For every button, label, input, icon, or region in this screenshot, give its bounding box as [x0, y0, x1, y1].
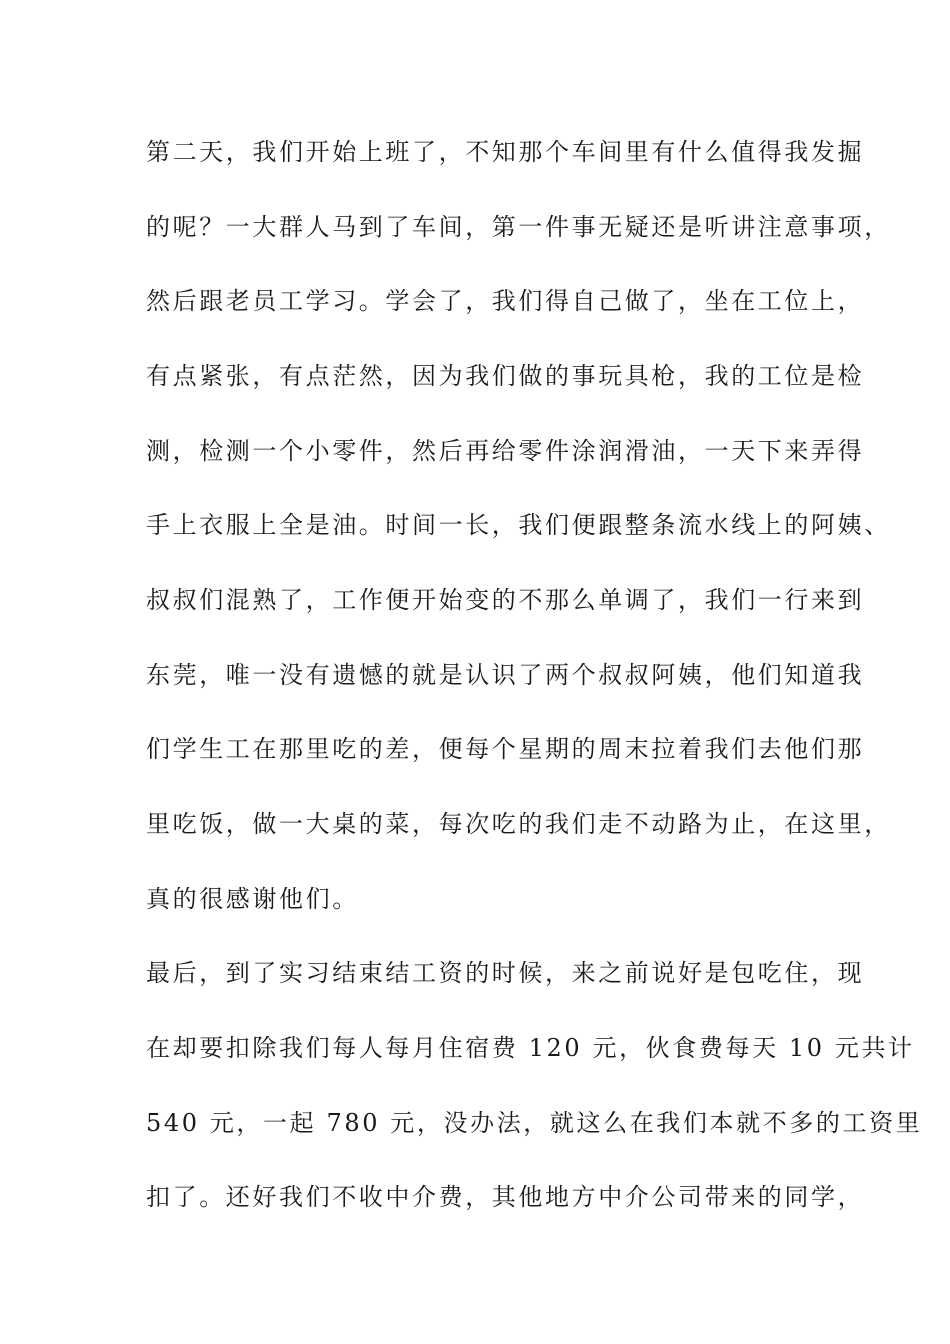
text-line: 手上衣服上全是油。时间一长，我们便跟整条流水线上的阿姨、	[146, 511, 891, 539]
text-line: 东莞，唯一没有遗憾的就是认识了两个叔叔阿姨，他们知道我	[146, 661, 865, 689]
text-line: 真的很感谢他们。	[146, 885, 359, 913]
text-line: 叔叔们混熟了，工作便开始变的不那么单调了，我们一行来到	[146, 586, 865, 614]
text-line: 在却要扣除我们每人每月住宿费 120 元，伙食费每天 10 元共计	[146, 1034, 915, 1062]
text-line: 测，检测一个小零件，然后再给零件涂润滑油，一天下来弄得	[146, 437, 865, 465]
text-line: 扣了。还好我们不收中介费，其他地方中介公司带来的同学，	[146, 1183, 865, 1211]
text-line: 然后跟老员工学习。学会了，我们得自己做了，坐在工位上，	[146, 287, 865, 315]
text-line: 们学生工在那里吃的差，便每个星期的周末拉着我们去他们那	[146, 735, 865, 763]
text-line: 540 元，一起 780 元，没办法，就这么在我们本就不多的工资里	[146, 1109, 923, 1137]
text-line: 最后，到了实习结束结工资的时候，来之前说好是包吃住，现	[146, 959, 865, 987]
text-line: 里吃饭，做一大桌的菜，每次吃的我们走不动路为止，在这里，	[146, 810, 891, 838]
text-line: 的呢？一大群人马到了车间，第一件事无疑还是听讲注意事项，	[146, 213, 891, 241]
text-line: 有点紧张，有点茫然，因为我们做的事玩具枪，我的工位是检	[146, 362, 865, 390]
text-line: 第二天，我们开始上班了，不知那个车间里有什么值得我发掘	[146, 138, 865, 166]
